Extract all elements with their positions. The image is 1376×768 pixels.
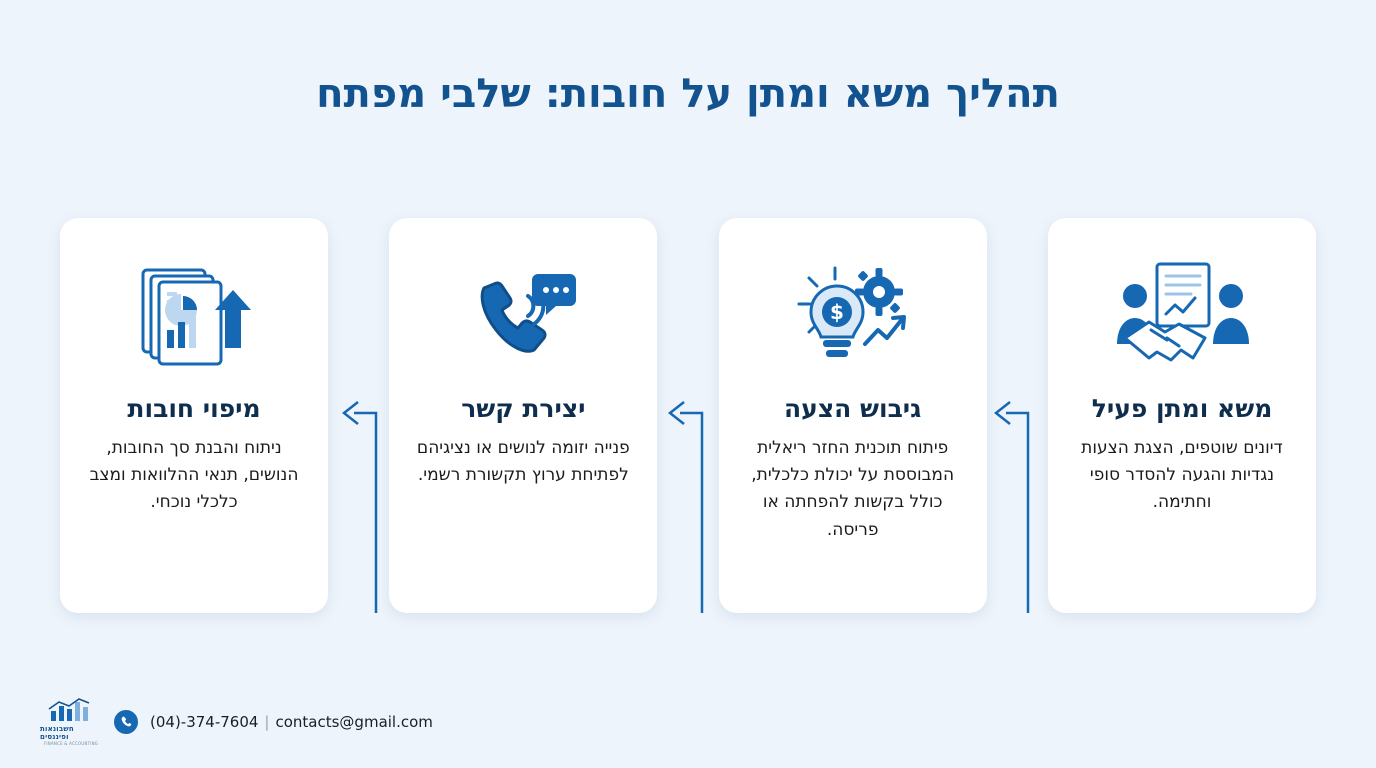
svg-text:$: $ <box>829 300 844 324</box>
step-card-1[interactable] <box>60 218 328 613</box>
contact-separator: | <box>264 712 270 731</box>
step-card-4-desc: דיונים שוטפים, הצגת הצעות נגדיות והגעה להסדר סופי וחתימה. <box>1081 438 1283 513</box>
contact-info <box>150 713 433 731</box>
step-card-3[interactable] <box>719 218 987 613</box>
company-logo <box>40 697 102 746</box>
step-card-3-title: גיבוש הצעה <box>784 394 922 423</box>
step-card-1-title: מיפוי חובות <box>127 394 261 423</box>
footer <box>30 698 1346 750</box>
documents-chart-icon <box>129 242 259 392</box>
company-logo-name: חשבונאות ופיננסים <box>40 725 74 741</box>
contact-phone: (04)-374-7604 <box>150 712 259 731</box>
handshake-agreement-icon <box>1107 242 1257 392</box>
step-card-2-title: יצירת קשר <box>461 394 586 423</box>
step-card-4[interactable] <box>1048 218 1316 613</box>
contact-email[interactable]: contacts@gmail.com <box>275 712 433 731</box>
lightbulb-gear-icon <box>783 242 923 392</box>
step-card-4-title: משא ומתן פעיל <box>1091 394 1273 423</box>
phone-icon <box>114 710 138 734</box>
bar-chart-logo-icon <box>45 697 97 723</box>
step-card-2[interactable] <box>389 218 657 613</box>
step-card-1-desc: ניתוח והבנת סך החובות, הנושים, תנאי ההלוואות ומצב כלכלי נוכחי. <box>89 438 299 513</box>
step-card-2-desc: פנייה יזומה לנושים או נציגיהם לפתיחת ערוץ תקשורת רשמי. <box>416 438 630 486</box>
steps-container <box>60 218 1316 618</box>
phone-chat-icon <box>458 242 588 392</box>
step-card-3-desc: פיתוח תוכנית החזר ריאלית המבוססת על יכולת כלכלית, כולל בקשות להפחתה או פריסה. <box>751 438 955 540</box>
company-logo-subtitle: FINANCE & ACCOUNTING <box>43 741 99 746</box>
page-title: תהליך משא ומתן על חובות: שלבי מפתח <box>316 71 1060 117</box>
